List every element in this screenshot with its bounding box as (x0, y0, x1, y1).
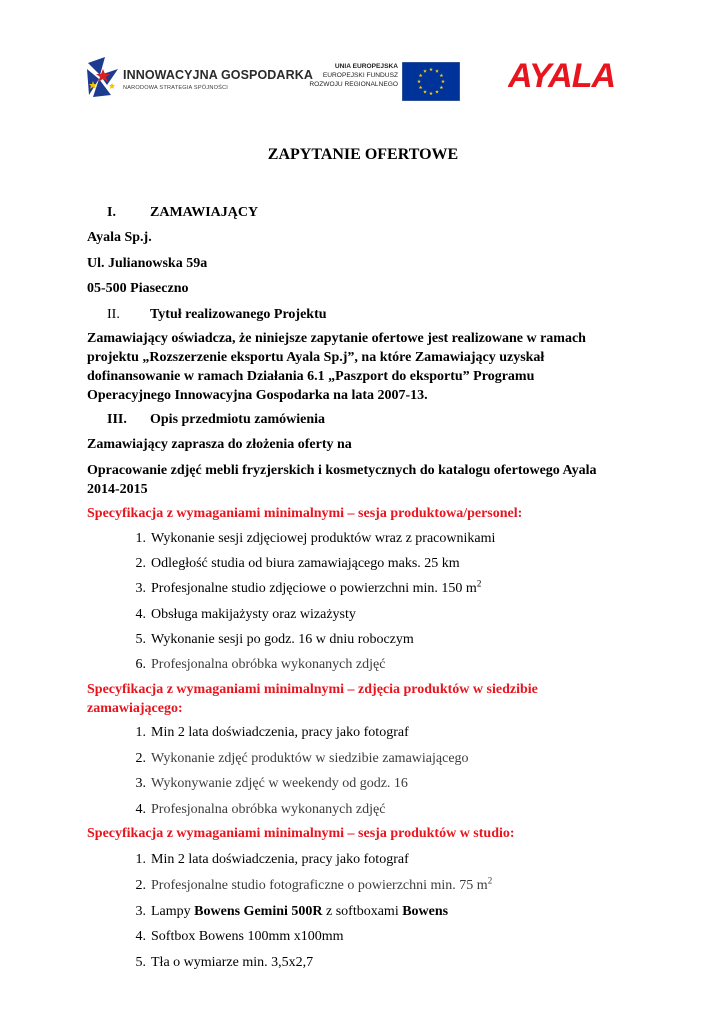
spec-2-item-text: Wykonywanie zdjęć w weekendy od godz. 16 (151, 776, 408, 791)
document-title: ZAPYTANIE OFERTOWE (267, 146, 459, 163)
spec-2-item-text: Profesjonalna obróbka wykonanych zdjęć (151, 802, 386, 817)
section-1-number: I. (107, 205, 116, 220)
spec-3-heading: Specyfikacja z wymaganiami minimalnymi – sesja produktów w studio: (87, 826, 515, 841)
order-subject-line-1: Opracowanie zdjęć mebli fryzjerskich i kosmetycznych do katalogu ofertowego Ayala (87, 463, 597, 478)
eu-flag-icon (402, 62, 460, 101)
company-name: Ayala Sp.j. (87, 230, 152, 245)
page-header (0, 0, 725, 120)
spec-3-item-number: 1. (135, 852, 146, 867)
lamp-text-part-3: z softboxami (322, 904, 403, 919)
company-street: Ul. Julianowska 59a (87, 256, 208, 271)
spec-3-item-number: 2. (135, 878, 146, 893)
innowacyjna-gospodarka-logo (85, 55, 313, 99)
spec-2-item-text: Min 2 lata doświadczenia, pracy jako fotograf (151, 725, 409, 740)
lamp-model: Bowens Gemini 500R (194, 904, 323, 919)
spec-1-heading: Specyfikacja z wymaganiami minimalnymi – sesja produktowa/personel: (87, 506, 523, 521)
section-2-number: II. (107, 307, 120, 322)
eu-logo (310, 62, 460, 102)
spec-2-item-text: Wykonanie zdjęć produktów w siedzibie zamawiającego (151, 751, 469, 766)
section-3-title: Opis przedmiotu zamówienia (150, 412, 325, 427)
superscript-two: 2 (487, 875, 493, 886)
spec-2-item-number: 4. (135, 802, 146, 817)
spec-3-item-text (151, 902, 448, 921)
section-1-title: ZAMAWIAJĄCY (150, 205, 259, 220)
ig-logo-subtitle: NARODOWA STRATEGIA SPÓJNOŚCI (123, 85, 229, 91)
spec-3-item-number: 3. (135, 904, 146, 919)
eu-line-2: EUROPEJSKI FUNDUSZ (322, 72, 398, 79)
spec-3-item-number: 4. (135, 929, 146, 944)
spec-1-item-text: Odległość studia od biura zamawiającego maks. 25 km (151, 556, 460, 571)
spec-1-item-text-main: Profesjonalne studio zdjęciowe o powierzchni min. 150 m (151, 581, 477, 596)
softbox-brand: Bowens (402, 904, 449, 919)
spec-1-item-number: 6. (135, 657, 146, 672)
project-paragraph-line-2: projektu „Rozszerzenie eksportu Ayala Sp.j”, na które Zamawiający uzyskał (87, 350, 545, 365)
spec-2-item-number: 2. (135, 751, 146, 766)
ayala-logo-text: AYALA (508, 57, 616, 95)
spec-3-item-text: Tła o wymiarze min. 3,5x2,7 (151, 955, 314, 970)
spec-2-heading-line-1: Specyfikacja z wymaganiami minimalnymi – zdjęcia produktów w siedzibie (87, 682, 538, 697)
lamp-text-part-1: Lampy (151, 904, 195, 919)
spec-1-item-number: 1. (135, 531, 146, 546)
eu-logo-text (309, 62, 398, 89)
ayala-logo (508, 55, 620, 95)
spec-2-item-number: 3. (135, 776, 146, 791)
spec-1-item-text: Obsługa makijażysty oraz wizażysty (151, 607, 356, 622)
order-subject-line-2: 2014-2015 (87, 482, 148, 497)
spec-1-item-number: 4. (135, 607, 146, 622)
ig-star-mark-icon (85, 55, 121, 99)
project-paragraph-line-4: Operacyjnego Innowacyjna Gospodarka na lata 2007-13. (87, 388, 428, 403)
section-3-number: III. (107, 412, 127, 427)
project-paragraph-line-3: dofinansowanie w ramach Działania 6.1 „Paszport do eksportu” Programu (87, 369, 535, 384)
company-city: 05-500 Piaseczno (87, 281, 189, 296)
spec-3-item-text: Softbox Bowens 100mm x100mm (151, 929, 344, 944)
eu-line-1: UNIA EUROPEJSKA (334, 63, 398, 70)
project-paragraph-line-1: Zamawiający oświadcza, że niniejsze zapytanie ofertowe jest realizowane w ramach (87, 331, 586, 346)
invitation-text: Zamawiający zaprasza do złożenia oferty na (87, 437, 352, 452)
superscript-two: 2 (476, 578, 482, 589)
spec-1-item-number: 2. (135, 556, 146, 571)
spec-2-item-number: 1. (135, 725, 146, 740)
spec-3-item-number: 5. (135, 955, 146, 970)
spec-3-item-text: Min 2 lata doświadczenia, pracy jako fotograf (151, 852, 409, 867)
spec-1-item-text: Wykonanie sesji po godz. 16 w dniu roboczym (151, 632, 414, 647)
spec-1-item-number: 5. (135, 632, 146, 647)
spec-1-item-text: Wykonanie sesji zdjęciowej produktów wraz z pracownikami (151, 531, 496, 546)
spec-3-item-text (151, 876, 492, 895)
spec-2-heading-line-2: zamawiającego: (87, 701, 183, 716)
spec-1-item-number: 3. (135, 581, 146, 596)
spec-1-item-text (151, 579, 481, 598)
eu-line-3: ROZWOJU REGIONALNEGO (309, 81, 398, 88)
spec-3-item-text-main: Profesjonalne studio fotograficzne o powierzchni min. 75 m (151, 878, 488, 893)
spec-1-item-text: Profesjonalna obróbka wykonanych zdjęć (151, 657, 386, 672)
ig-logo-title: INNOWACYJNA GOSPODARKA (123, 68, 313, 82)
section-2-title: Tytuł realizowanego Projektu (150, 307, 327, 322)
